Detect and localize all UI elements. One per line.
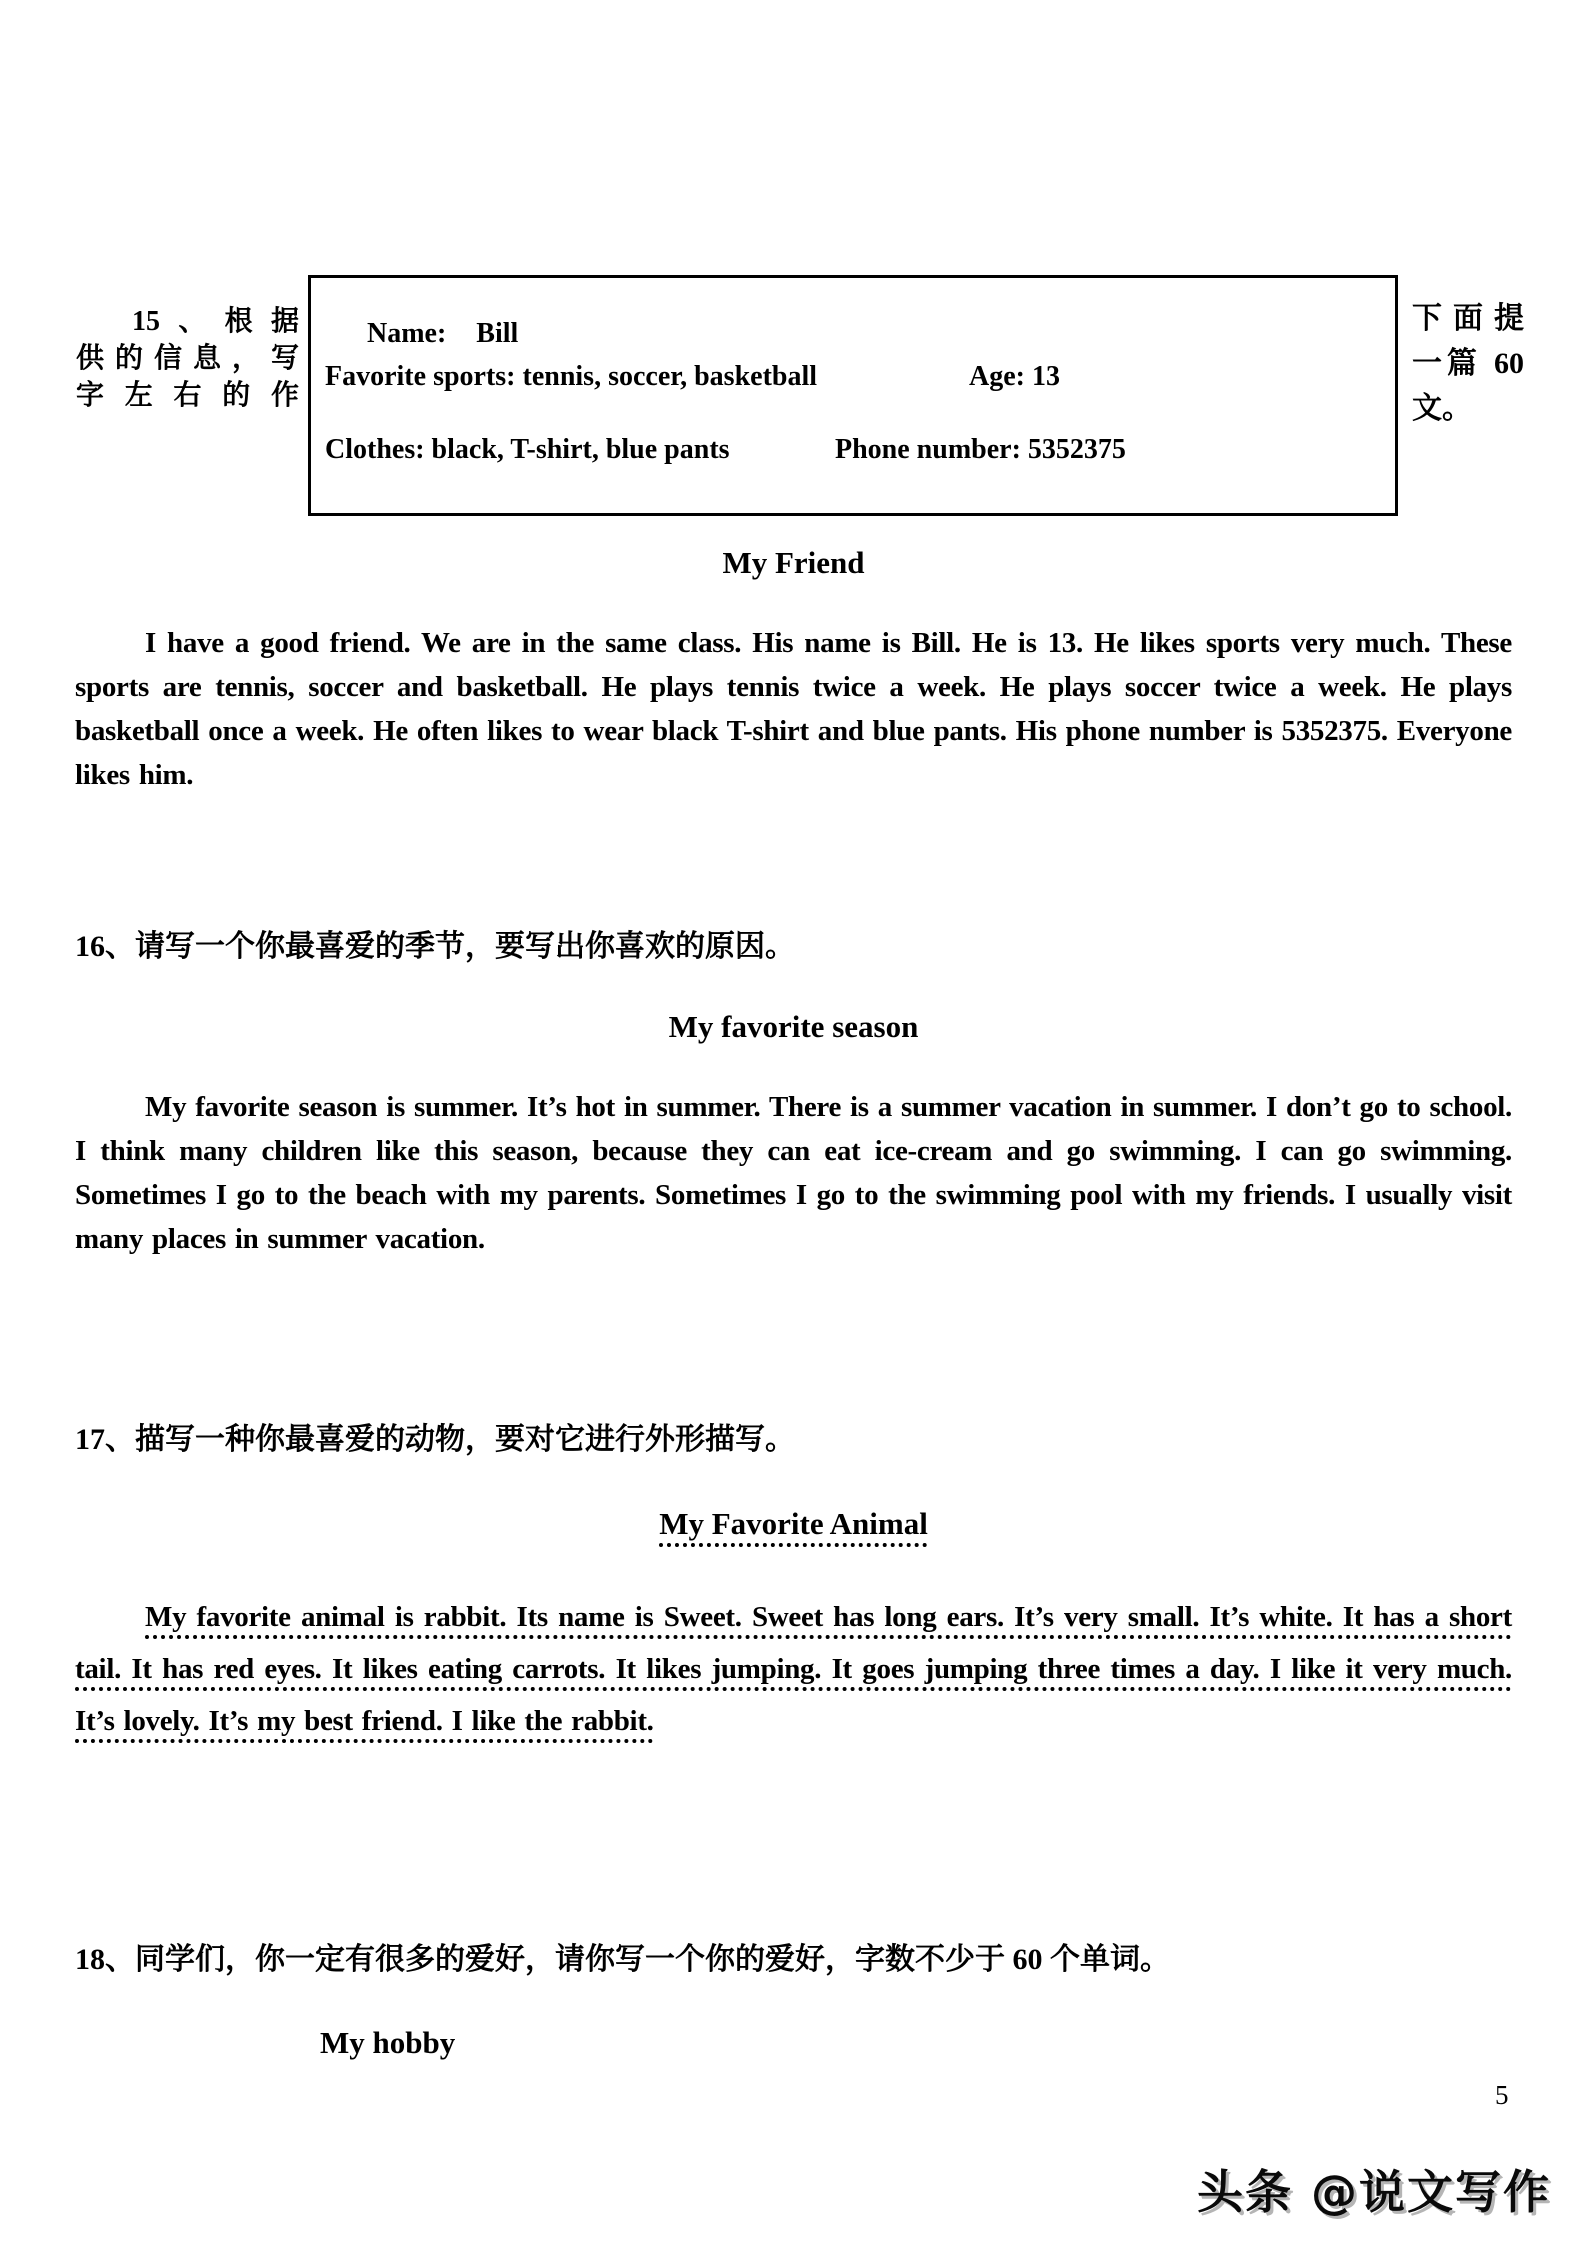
essay18-title: My hobby [320, 2025, 456, 2060]
task15-prompt-line-1: 15、根据 [132, 306, 299, 337]
info-age: Age: 13 [969, 361, 1060, 392]
essay15-title: My Friend [722, 545, 865, 580]
task15-prompt-line-6: 文。 [1412, 392, 1472, 425]
essay15-body: I have a good friend. We are in the same class. His name is Bill. He is 13. He likes sports very much. These sports are tennis, soccer and basketball. He plays tennis twice a week. He plays soccer twice a week. He plays basketball once a week. He often likes to wear black T-shirt and blue pants. His phone number is 5352375. Everyone likes him. [75, 627, 1512, 791]
task15-prompt-line-2: 供的信息，写 [76, 343, 299, 374]
task18-prompt: 18、同学们，你一定有很多的爱好，请你写一个你的爱好，字数不少于 60 个单词。 [75, 1943, 1170, 1976]
task15-info-box [308, 275, 1398, 516]
info-favorite-sports: Favorite sports: tennis, soccer, basketball [325, 361, 818, 392]
info-phone-number: Phone number: 5352375 [835, 434, 1126, 465]
task15-prompt-line-3: 字左右的作 [76, 380, 299, 411]
info-clothes: Clothes: black, T-shirt, blue pants [325, 434, 730, 465]
essay17-title: My Favorite Animal [659, 1506, 928, 1541]
task15-prompt-left-column [76, 303, 299, 414]
essay17-body: My favorite animal is rabbit. Its name is Sweet. Sweet has long ears. It’s very small. It’s white. It has a short tail. It has red eyes. It likes eating carrots. It likes jumping. It goes jumping three times a day. I like it very much. It’s lovely. It’s my best friend. I like the rabbit. [75, 1601, 1512, 1737]
essay16-title: My favorite season [668, 1009, 919, 1044]
task15-prompt-line-4: 下面提 [1412, 302, 1524, 335]
task15-prompt-right-column [1412, 296, 1524, 431]
info-name-value: Bill [476, 318, 519, 349]
essay16-body: My favorite season is summer. It’s hot in summer. There is a summer vacation in summer. I don’t go to school. I think many children like this season, because they can eat ice-cream and go swimming. I can go swimming. Sometimes I go to the beach with my parents. Sometimes I go to the swimming pool with my friends. I usually visit many places in summer vacation. [75, 1091, 1512, 1255]
page-number: 5 [1495, 2080, 1509, 2110]
task17-prompt: 17、描写一种你最喜爱的动物，要对它进行外形描写。 [75, 1423, 795, 1456]
info-name-label: Name: [367, 318, 447, 349]
task16-prompt: 16、请写一个你最喜爱的季节，要写出你喜欢的原因。 [75, 930, 795, 963]
task15-prompt-line-5: 一篇 60 [1412, 347, 1524, 380]
watermark: 头条 @说文写作 [1196, 2165, 1551, 2219]
